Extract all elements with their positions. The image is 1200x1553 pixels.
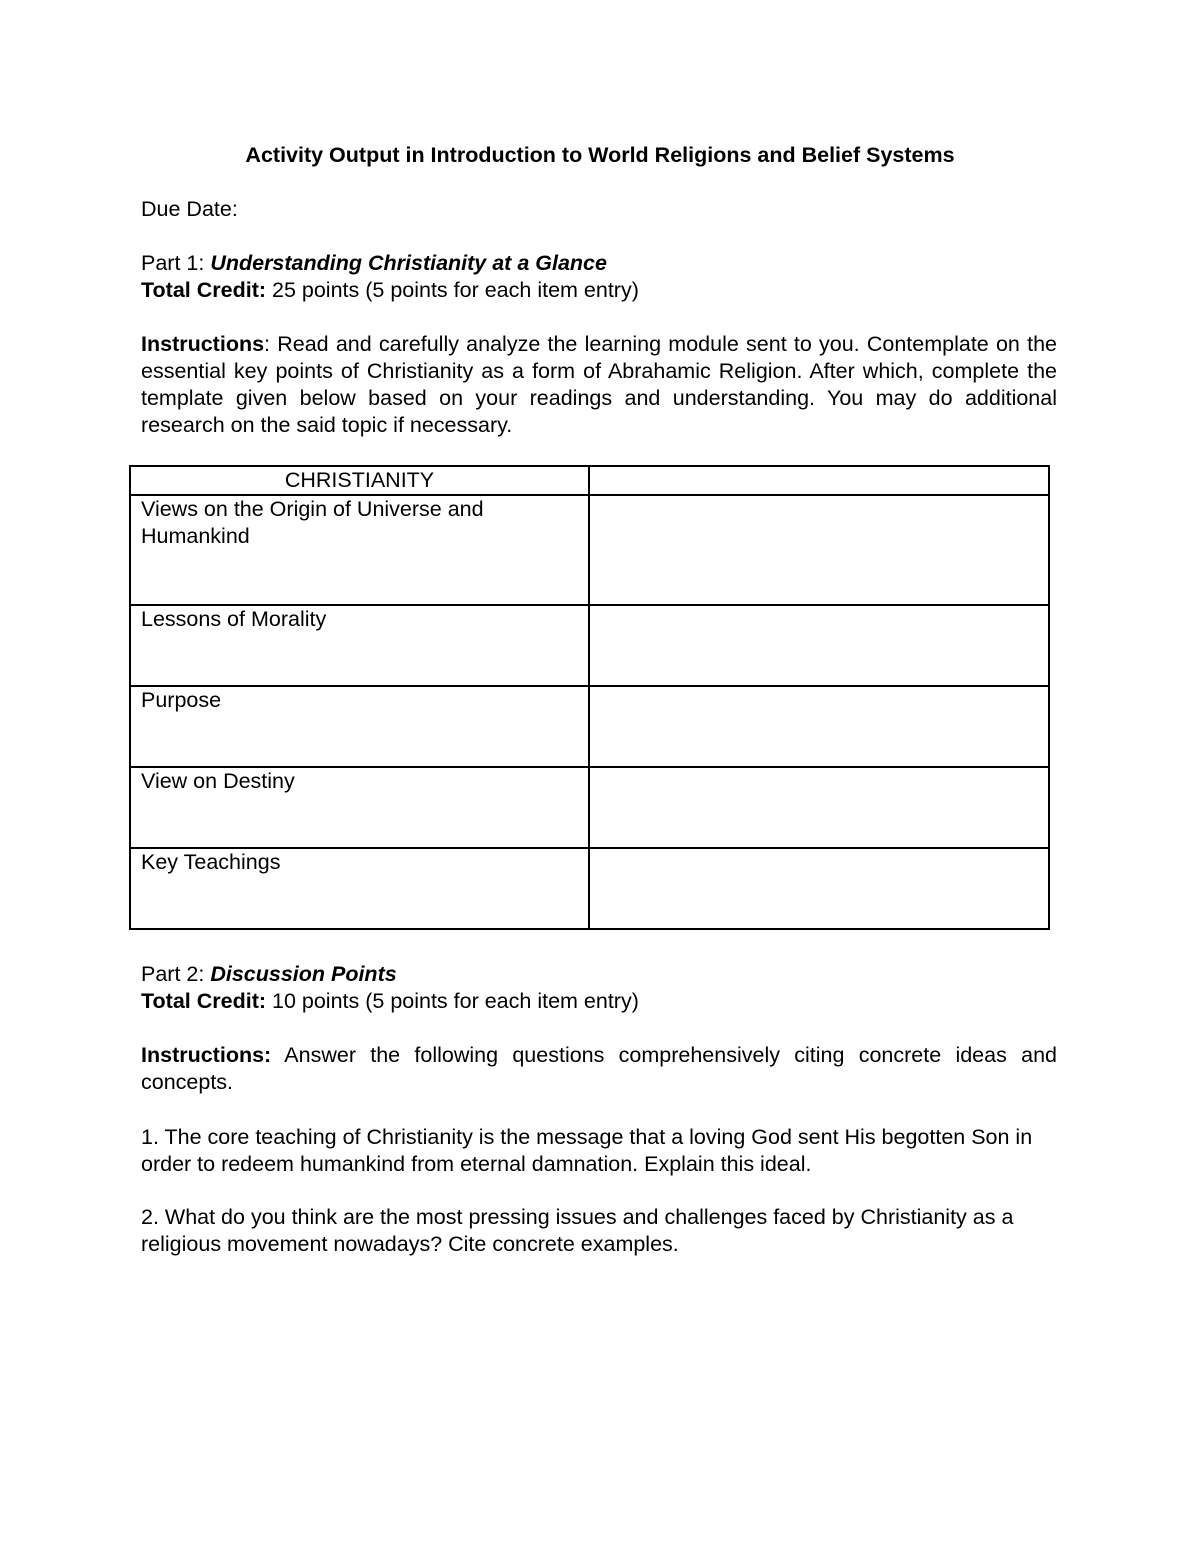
answer-cell-origin[interactable]: [589, 495, 1049, 605]
table-row: [130, 767, 1049, 848]
table-row: [130, 686, 1049, 767]
christianity-template-table: [129, 465, 1050, 930]
part2-heading-line: [141, 961, 1057, 988]
part1-heading: Understanding Christianity at a Glance: [210, 251, 607, 275]
table-row: [130, 605, 1049, 686]
answer-cell-destiny[interactable]: [589, 767, 1049, 848]
part2-credit-label: Total Credit:: [141, 989, 267, 1013]
table-header-cell: CHRISTIANITY: [130, 466, 589, 495]
row-label-origin: Views on the Origin of Universe and Humankind: [130, 495, 589, 605]
question-1: 1. The core teaching of Christianity is the message that a loving God sent His begotten Son in order to redeem humankind from eternal damnation. Explain this ideal.: [141, 1125, 1033, 1176]
part1-heading-line: [141, 250, 1057, 277]
answer-cell-purpose[interactable]: [589, 686, 1049, 767]
part2-instructions: [141, 1042, 1057, 1096]
table-header-row: [130, 466, 1049, 495]
row-label-destiny: View on Destiny: [130, 767, 589, 848]
part1-instructions-label: Instructions: [141, 332, 265, 356]
table-row: [130, 495, 1049, 605]
question-2: 2. What do you think are the most pressing issues and challenges faced by Christianity as a religious movement nowadays? Cite concrete examples.: [141, 1205, 1014, 1256]
part1-instructions: [141, 331, 1057, 439]
part2-instructions-text: Answer the following questions comprehensively citing concrete ideas and concepts.: [141, 1043, 1057, 1094]
part2-label: Part 2:: [141, 962, 211, 986]
part2-credit-text: 10 points (5 points for each item entry): [266, 989, 639, 1013]
part1-instructions-text: : Read and carefully analyze the learning module sent to you. Contemplate on the essential key points of Christianity as a form of Abrahamic Religion. After which, complete the template given below based on your readings and understanding. You may do additional research on the said topic if necessary.: [141, 332, 1057, 437]
row-label-morality: Lessons of Morality: [130, 605, 589, 686]
table-header-blank-cell[interactable]: [589, 466, 1049, 495]
row-label-purpose: Purpose: [130, 686, 589, 767]
table-row: [130, 848, 1049, 929]
document-title: Activity Output in Introduction to World Religions and Belief Systems: [245, 143, 955, 167]
part1-label: Part 1:: [141, 251, 211, 275]
part1-credit-line: [141, 277, 1057, 304]
answer-cell-key-teachings[interactable]: [589, 848, 1049, 929]
part1-credit-label: Total Credit:: [141, 278, 267, 302]
part2-heading: Discussion Points: [210, 962, 397, 986]
part2-instructions-label: Instructions:: [141, 1043, 272, 1067]
part1-credit-text: 25 points (5 points for each item entry): [266, 278, 639, 302]
part2-credit-line: [141, 988, 1057, 1015]
row-label-key-teachings: Key Teachings: [130, 848, 589, 929]
answer-cell-morality[interactable]: [589, 605, 1049, 686]
due-date-label: Due Date:: [141, 197, 238, 221]
